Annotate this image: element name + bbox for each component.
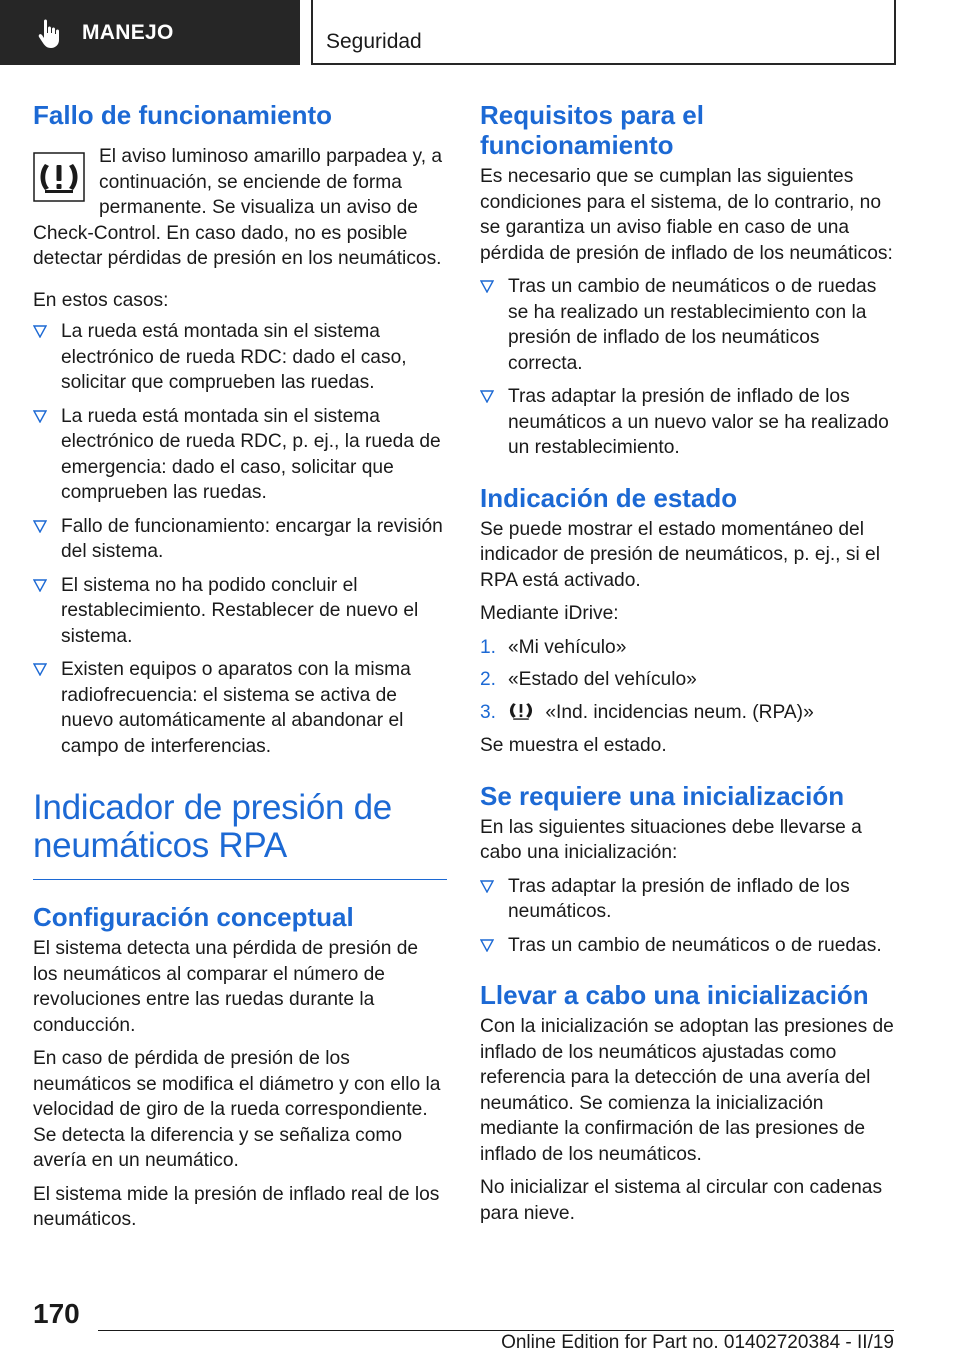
list-item: Tras adaptar la presión de inflado de los neumáticos. <box>480 874 894 925</box>
list-item: La rueda está montada sin el sistema electrónico de rueda RDC: dado el caso, solicitar que comprueben las ruedas. <box>33 319 447 396</box>
list-item: Tras un cambio de neumáticos o de ruedas se ha realizado un restablecimiento con la presión de inflado de los neumáticos correcta. <box>480 274 894 376</box>
list-item: Fallo de funcionamiento: encargar la revisión del sistema. <box>33 514 447 565</box>
section-title-estado: Indicación de estado <box>480 482 738 513</box>
llevar-paragraph-2: No inicializar el sistema al circular con cadenas para nieve. <box>480 1177 883 1224</box>
page-number: 170 <box>33 1298 80 1329</box>
casos-list <box>33 319 447 759</box>
section-title-requisitos: Requisitos para el funcionamiento <box>480 100 704 160</box>
triangle-bullet-icon <box>33 579 47 592</box>
requisitos-paragraph: Es necesario que se cumplan las siguientes condiciones para el sistema, de lo contrario, no se garantiza un aviso fiable en caso de una pérdida de presión de inflado de los neumáticos: <box>480 166 893 264</box>
init-required-paragraph: En las siguientes situaciones debe llevarse a cabo una inicialización: <box>480 816 862 863</box>
left-column <box>33 100 447 1233</box>
config-paragraph-2: En caso de pérdida de presión de los neumáticos se modifica el diámetro y con ello la velocidad de giro de la rueda correspondiente. Se detecta la diferencia y se señaliza como avería en un neumático. <box>33 1048 441 1171</box>
triangle-bullet-icon <box>33 325 47 338</box>
header-chapter-box <box>311 0 896 65</box>
idrive-intro: Mediante iDrive: <box>480 603 619 624</box>
tire-pressure-warning-icon <box>33 152 85 202</box>
llevar-paragraph-1: Con la inicialización se adoptan las presiones de inflado de los neumáticos ajustadas como referencia para la detección de una avería del neumático. Se comienza la inicialización mediante la confirmación de las presiones de inflado de los neumáticos. <box>480 1016 894 1165</box>
header-section-tab <box>0 0 300 65</box>
header-section-label: MANEJO <box>82 20 174 44</box>
list-item: El sistema no ha podido concluir el restablecimiento. Restablecer de nuevo el sistema. <box>33 573 447 650</box>
list-item: La rueda está montada sin el sistema electrónico de rueda RDC, p. ej., la rueda de emergencia: dado el caso, solicitar que comprueben las ruedas. <box>33 404 447 506</box>
list-item: 3. «Ind. incidencias neum. (RPA)» <box>480 701 814 723</box>
estado-paragraph: Se puede mostrar el estado momentáneo del indicador de presión de neumáticos, p. ej., si el RPA está activado. <box>480 518 880 591</box>
triangle-bullet-icon <box>480 939 494 952</box>
section-title-fallo: Fallo de funcionamiento <box>33 100 333 130</box>
idrive-steps <box>480 635 894 726</box>
section-title-config: Configuración conceptual <box>33 902 354 932</box>
casos-intro: En estos casos: <box>33 289 169 311</box>
list-item: Tras adaptar la presión de inflado de los neumáticos a un nuevo valor se ha realizado un restablecimiento. <box>480 384 894 461</box>
section-title-init-required: Se requiere una inicialización <box>480 780 845 811</box>
fallo-paragraph <box>33 144 447 272</box>
init-list <box>480 874 894 959</box>
list-item: 2. «Estado del vehículo» <box>480 669 697 690</box>
header-chapter-label: Seguridad <box>326 30 422 53</box>
section-title-llevar: Llevar a cabo una inicialización <box>480 980 869 1010</box>
config-paragraph-3: El sistema mide la presión de inflado real de los neumáticos. <box>33 1183 440 1230</box>
footer-edition: Online Edition for Part no. 01402720384 - II/19 <box>501 1332 894 1353</box>
triangle-bullet-icon <box>480 880 494 893</box>
triangle-bullet-icon <box>480 390 494 403</box>
config-paragraph-1: El sistema detecta una pérdida de presión de los neumáticos al comparar el número de revoluciones entre las ruedas durante la conducción. <box>33 938 419 1036</box>
list-item: Existen equipos o aparatos con la misma radiofrecuencia: el sistema se activa de nuevo automáticamente al abandonar el campo de interferencias. <box>33 657 447 759</box>
triangle-bullet-icon <box>33 520 47 533</box>
footer-divider <box>98 1330 894 1331</box>
fallo-text: El aviso luminoso amarillo parpadea y, a continuación, se enciende de forma permanente. Se visualiza un aviso de Check-Control. En caso dado, no es posible detectar pérdidas de presión en los neumáticos. <box>33 146 443 269</box>
list-item: Tras un cambio de neumáticos o de ruedas. <box>480 933 894 959</box>
list-item: 1. «Mi vehículo» <box>480 636 627 658</box>
estado-result: Se muestra el estado. <box>480 735 667 756</box>
triangle-bullet-icon <box>480 280 494 293</box>
hand-pointing-icon <box>36 16 70 50</box>
tire-pressure-icon <box>508 701 534 721</box>
triangle-bullet-icon <box>33 410 47 423</box>
main-section-title: Indicador de presión de neumáticos RPA <box>33 788 392 865</box>
requisitos-list <box>480 274 894 461</box>
triangle-bullet-icon <box>33 663 47 676</box>
right-column <box>480 100 894 1226</box>
